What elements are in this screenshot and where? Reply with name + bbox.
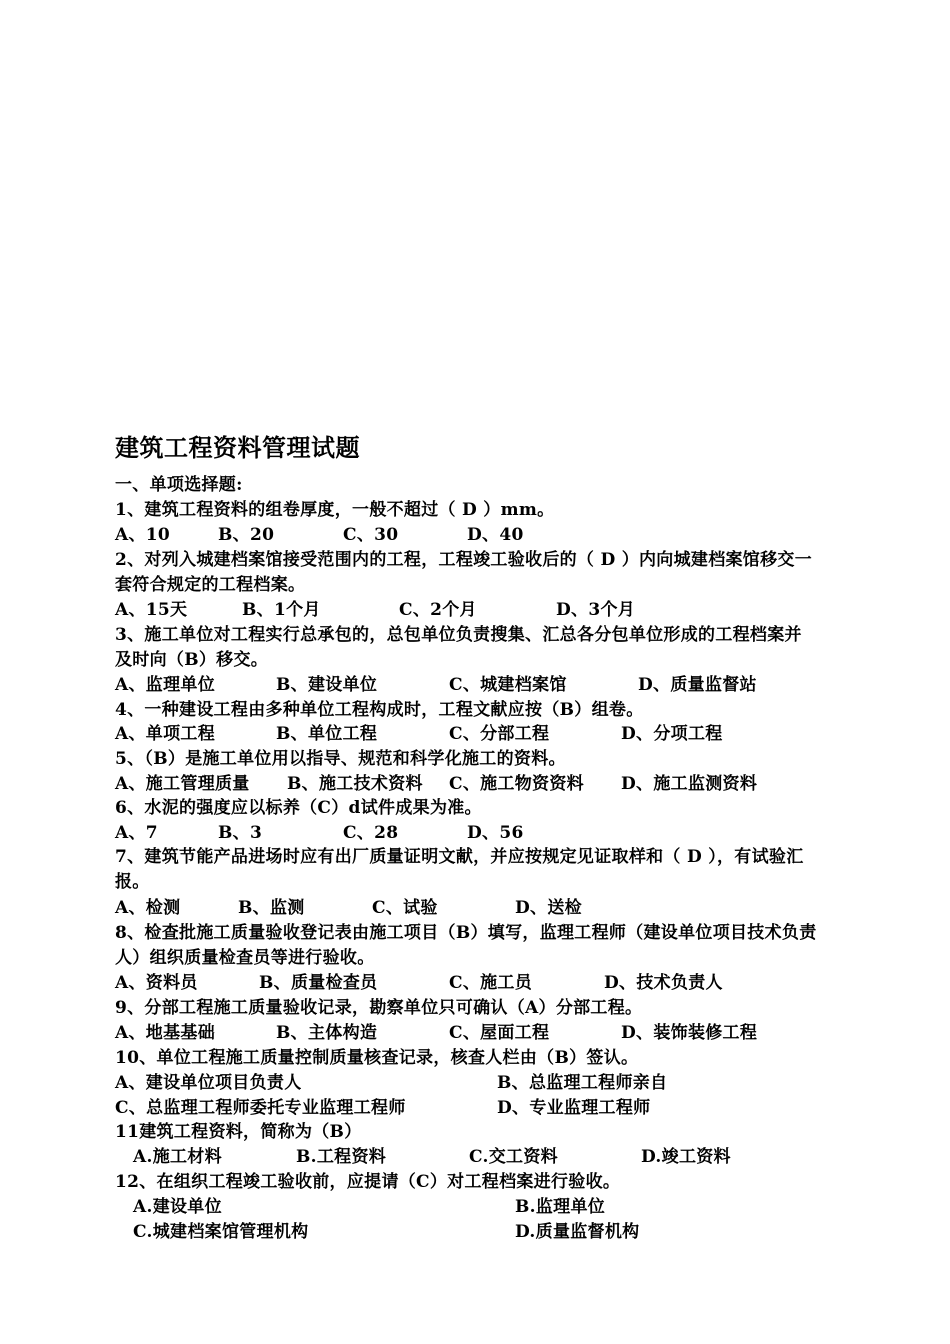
- answer-option: B、质量检查员: [259, 973, 378, 993]
- answer-option: C、施工物资资料: [449, 774, 584, 794]
- question-text: 11建筑工程资料，简称为（B）: [115, 1122, 362, 1142]
- answer-option: B.工程资料: [296, 1147, 387, 1167]
- question-text: 报。: [115, 872, 150, 892]
- answer-option: B、单位工程: [276, 724, 378, 744]
- question-text: 套符合规定的工程档案。: [115, 575, 306, 595]
- document-title: 建筑工程资料管理试题: [115, 433, 360, 462]
- section-heading: 一、单项选择题:: [115, 475, 243, 495]
- option-row: [0, 1021, 950, 1045]
- question-text: 9、分部工程施工质量验收记录，勘察单位只可确认（A）分部工程。: [115, 998, 643, 1018]
- option-row: [0, 821, 950, 845]
- answer-option: C、施工员: [449, 973, 533, 993]
- answer-option: C.交工资料: [469, 1147, 558, 1167]
- answer-option: A、检测: [115, 898, 181, 918]
- question-text: 1、建筑工程资料的组卷厚度，一般不超过（ D ）mm。: [115, 500, 555, 520]
- answer-option: B、20: [218, 525, 275, 545]
- answer-option: C、试验: [372, 898, 438, 918]
- answer-option: D、40: [467, 525, 524, 545]
- answer-option: A、15天: [115, 600, 188, 620]
- option-row: [0, 1096, 950, 1120]
- answer-option: C、2个月: [399, 600, 477, 620]
- answer-option: D、送检: [515, 898, 582, 918]
- answer-option: A、10: [115, 525, 171, 545]
- option-row: [0, 598, 950, 622]
- answer-option: A、建设单位项目负责人: [115, 1073, 302, 1093]
- answer-option: D、质量监督站: [638, 675, 757, 695]
- answer-option: D、施工监测资料: [621, 774, 758, 794]
- answer-option: C、总监理工程师委托专业监理工程师: [115, 1098, 406, 1118]
- answer-option: D、专业监理工程师: [497, 1098, 651, 1118]
- option-row: [0, 1220, 950, 1244]
- answer-option: C、28: [343, 823, 399, 843]
- question-text: 8、检查批施工质量验收登记表由施工项目（B）填写，监理工程师（建设单位项目技术负责: [115, 923, 817, 943]
- answer-option: B、施工技术资料: [287, 774, 423, 794]
- answer-option: B、主体构造: [276, 1023, 378, 1043]
- answer-option: C、分部工程: [449, 724, 550, 744]
- option-row: [0, 1071, 950, 1095]
- option-row: [0, 1145, 950, 1169]
- question-text: 10、单位工程施工质量控制质量核查记录，核查人栏由（B）签认。: [115, 1048, 639, 1068]
- answer-option: A、施工管理质量: [115, 774, 250, 794]
- question-text: 4、一种建设工程由多种单位工程构成时，工程文献应按（B）组卷。: [115, 700, 644, 720]
- answer-option: D、56: [467, 823, 524, 843]
- answer-option: A.建设单位: [133, 1197, 222, 1217]
- question-text: 7、建筑节能产品进场时应有出厂质量证明文献，并应按规定见证取样和（ D ），有试验汇: [115, 847, 804, 867]
- option-row: [0, 971, 950, 995]
- option-row: [0, 673, 950, 697]
- answer-option: C、城建档案馆: [449, 675, 567, 695]
- answer-option: D、装饰装修工程: [621, 1023, 758, 1043]
- answer-option: A、地基基础: [115, 1023, 215, 1043]
- answer-option: D、分项工程: [621, 724, 723, 744]
- question-text: 2、对列入城建档案馆接受范围内的工程，工程竣工验收后的（ D ）内向城建档案馆移交一: [115, 550, 813, 570]
- answer-option: C、屋面工程: [449, 1023, 550, 1043]
- answer-option: D、技术负责人: [604, 973, 723, 993]
- question-text: 人）组织质量检查员等进行验收。: [115, 948, 375, 968]
- answer-option: B、1个月: [242, 600, 321, 620]
- answer-option: D.竣工资料: [641, 1147, 731, 1167]
- answer-option: B、监测: [238, 898, 305, 918]
- question-text: 3、施工单位对工程实行总承包的，总包单位负责搜集、汇总各分包单位形成的工程档案并: [115, 625, 802, 645]
- question-text: 及时向（B）移交。: [115, 650, 269, 670]
- answer-option: D、3个月: [556, 600, 636, 620]
- answer-option: B、总监理工程师亲自: [497, 1073, 668, 1093]
- answer-option: B、3: [218, 823, 263, 843]
- answer-option: B.监理单位: [515, 1197, 606, 1217]
- option-row: [0, 523, 950, 547]
- answer-option: A.施工材料: [133, 1147, 222, 1167]
- answer-option: C、30: [343, 525, 399, 545]
- question-text: 6、水泥的强度应以标养（C）d试件成果为准。: [115, 798, 482, 818]
- question-text: 5、（B）是施工单位用以指导、规范和科学化施工的资料。: [115, 749, 566, 769]
- answer-option: B、建设单位: [276, 675, 378, 695]
- answer-option: A、单项工程: [115, 724, 215, 744]
- answer-option: A、7: [115, 823, 158, 843]
- option-row: [0, 1195, 950, 1219]
- option-row: [0, 772, 950, 796]
- question-text: 12、在组织工程竣工验收前，应提请（C）对工程档案进行验收。: [115, 1172, 621, 1192]
- option-row: [0, 722, 950, 746]
- answer-option: A、监理单位: [115, 675, 215, 695]
- answer-option: C.城建档案馆管理机构: [133, 1222, 309, 1242]
- option-row: [0, 896, 950, 920]
- answer-option: D.质量监督机构: [515, 1222, 640, 1242]
- answer-option: A、资料员: [115, 973, 198, 993]
